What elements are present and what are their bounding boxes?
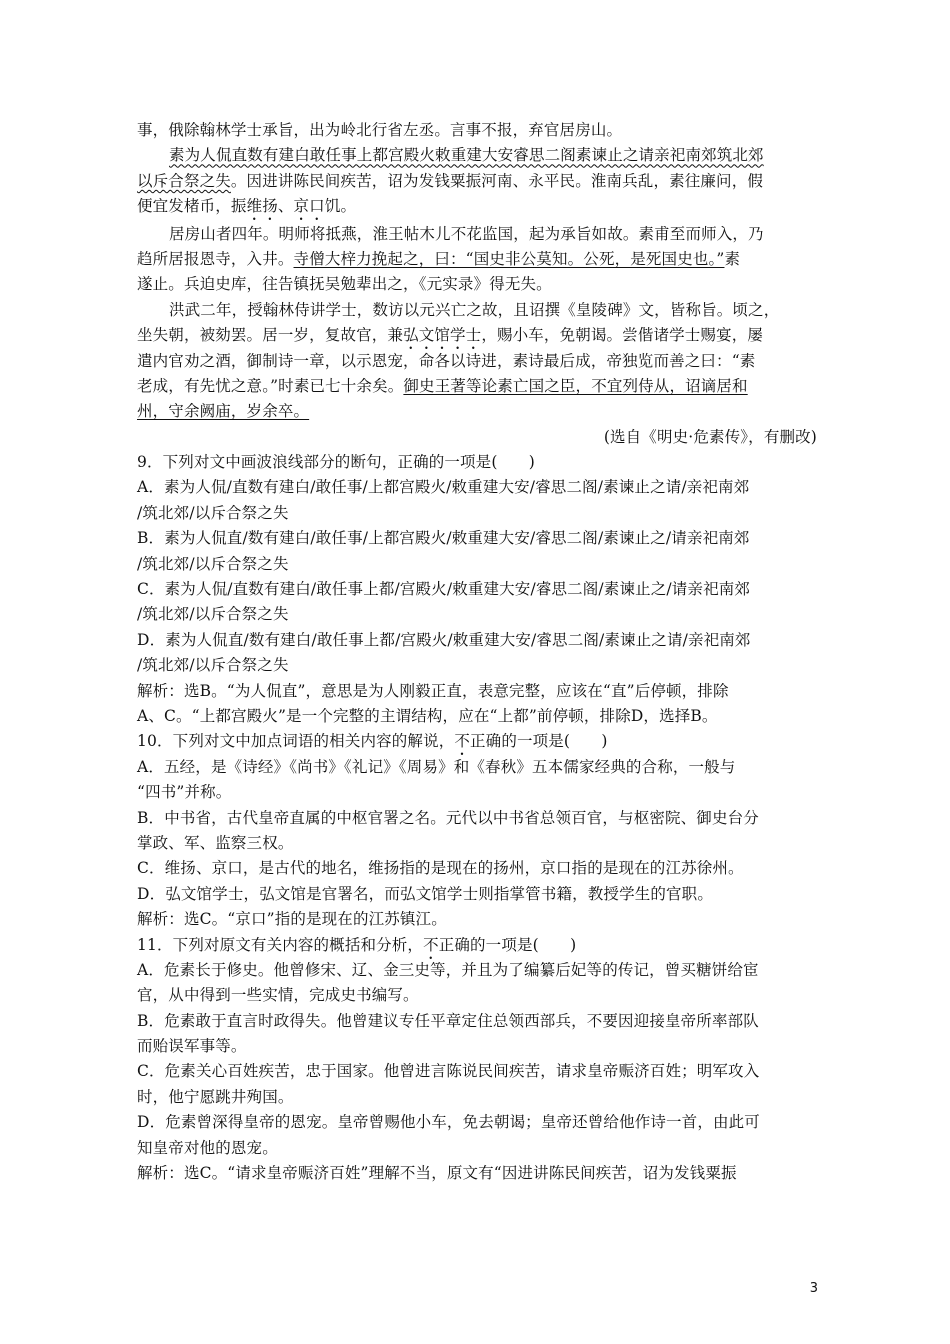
underlined-sentence: 御史王著等论素亡国之臣，不宜列侍从，诏谪居和 [403, 376, 748, 395]
passage-line [137, 399, 817, 424]
option-c-cont: /筑北郊/以斥合祭之失 [137, 605, 289, 624]
wavy-underlined-text: 以斥合祭之失 [137, 171, 231, 190]
option-a-cont: “四书”并称。 [137, 783, 232, 802]
underlined-sentence: 州，守余阙庙，岁余卒。 [137, 402, 310, 421]
question-stem: 9．下列对文中画波浪线部分的断句，正确的一项是( ) [137, 453, 536, 472]
option-b: B．危素敢于直言时政得失。他曾建议专任平章定住总领西部兵，不要因迎接皇帝所率部队 [137, 1011, 759, 1030]
dotted-term: 维扬 [246, 197, 278, 216]
answer-explanation: 解析：选B。“为人侃直”，意思是为人刚毅正直，表意完整，应该在“直”后停顿，排除 [137, 681, 729, 700]
passage-line: 以斥合祭之失。因进讲陈民间疾苦，诏为发钱粟振河南、永平民。淮南兵乱，素往廉问，假 [137, 171, 764, 190]
passage-line: 便宜发楮币，振维扬、京口饥。 [137, 197, 357, 216]
answer-explanation: 解析：选C。“京口”指的是现在的江苏镇江。 [137, 910, 447, 929]
option-a-cont: /筑北郊/以斥合祭之失 [137, 503, 289, 522]
answer-explanation-cont: A、C。“上都宫殿火”是一个完整的主谓结构，应在“上都”前停顿，排除D，选择B。 [137, 706, 718, 725]
option-b-cont: 掌政、军、监察三权。 [137, 833, 294, 852]
option-a: A．危素长于修史。他曾修宋、辽、金三史等，并且为了编纂后妃等的传记，曾买糖饼给宦 [137, 960, 759, 979]
dotted-term: 不 [423, 935, 439, 954]
passage-line: 坐失朝，被劾罢。居一岁，复故官，兼弘文馆学士，赐小车，免朝谒。尝偕诸学士赐宴，屡 [137, 326, 764, 345]
dotted-term: 弘文馆学士 [403, 326, 482, 345]
option-b: B．中书省，古代皇帝直属的中枢官署之名。元代以中书省总领百官，与枢密院、御史台分 [137, 808, 759, 827]
page-number: 3 [809, 1281, 818, 1296]
passage-line: 居房山者四年。明师将抵燕，淮王帖木儿不花监国，起为承旨如故。素甫至而师入，乃 [169, 224, 764, 243]
passage-line: 趋所居报恩寺，入井。寺僧大梓力挽起之，曰：“国史非公莫知。公死，是死国史也。”素 [137, 249, 741, 268]
option-c: C．维扬、京口，是古代的地名，维扬指的是现在的扬州，京口指的是现在的江苏徐州。 [137, 859, 744, 878]
option-a-cont: 官，从中得到一些实情，完成史书编写。 [137, 986, 419, 1005]
option-b-cont: /筑北郊/以斥合祭之失 [137, 554, 289, 573]
wavy-underlined-text: 素为人侃直数有建白敢任事上都宫殿火敕重建大安睿思二阁素谏止之请亲祀南郊筑北郊 [169, 146, 764, 165]
underlined-sentence: 寺僧大梓力挽起之，曰：“国史非公莫知。公死，是死国史也。” [293, 249, 725, 268]
option-d-cont: 知皇帝对他的恩宠。 [137, 1138, 278, 1157]
passage-line: 遣内官劝之酒，御制诗一章，以示恩宠，命各以诗进，素诗最后成，帝独览而善之曰：“素 [137, 351, 756, 370]
option-d: D．素为人侃直/数有建白/敢任事上都/宫殿火/敕重建大安/睿思二阁/素谏止之请/亲祀南郊 [137, 630, 751, 649]
option-d: D．弘文馆学士，弘文馆是官署名，而弘文馆学士则指掌管书籍，教授学生的官职。 [137, 884, 713, 903]
option-d-cont: /筑北郊/以斥合祭之失 [137, 656, 289, 675]
dotted-term: 京口 [293, 197, 325, 216]
source-citation: (选自《明史·危素传》，有删改) [603, 427, 817, 446]
question-stem: 10．下列对文中加点词语的相关内容的解说，不正确的一项是( ) [137, 732, 608, 751]
answer-explanation: 解析：选C。“请求皇帝赈济百姓”理解不当，原文有“因进讲陈民间疾苦，诏为发钱粟振 [137, 1164, 737, 1183]
passage-line: 老成，有先忧之意。”时素已七十余矣。御史王著等论素亡国之臣，不宜列侍从，诏谪居和 [137, 376, 748, 395]
passage-line: 事，俄除翰林学士承旨，出为岭北行省左丞。言事不报，弃官居房山。 [137, 121, 623, 139]
option-b-cont: 而贻误军事等。 [137, 1037, 247, 1056]
option-c: C．素为人侃/直数有建白/敢任事上都/宫殿火/敕重建大安/睿思二阁/素谏止之/请亲祀南郊 [137, 580, 751, 599]
option-b: B．素为人侃直/数有建白/敢任事/上都宫殿火/敕重建大安/睿思二阁/素谏止之/请亲祀南郊 [137, 529, 750, 548]
option-a: A．素为人侃/直数有建白/敢任事/上都宫殿火/敕重建大安/睿思二阁/素谏止之请/亲祀南郊 [137, 478, 750, 497]
passage-line [137, 143, 817, 168]
dotted-term: 不 [454, 732, 471, 751]
option-c: C．危素关心百姓疾苦，忠于国家。他曾进言陈说民间疾苦，请求皇帝赈济百姓；明军攻入 [137, 1062, 760, 1081]
question-stem: 11．下列对原文有关内容的概括和分析，不正确的一项是( ) [137, 935, 577, 954]
document-body [137, 118, 817, 1186]
option-d: D．危素曾深得皇帝的恩宠。皇帝曾赐他小车，免去朝谒；皇帝还曾给他作诗一首，由此可 [137, 1113, 760, 1132]
option-a: A．五经，是《诗经》《尚书》《礼记》《周易》和《春秋》五本儒家经典的合称，一般与 [137, 757, 736, 776]
option-c-cont: 时，他宁愿跳井殉国。 [137, 1087, 294, 1106]
passage-line: 洪武二年，授翰林侍讲学士，数访以元兴亡之故，且诏撰《皇陵碑》文，皆称旨。顷之， [169, 300, 780, 319]
passage-line: 遂止。兵迫史库，往告镇抚吴勉辈出之，《元实录》得无失。 [137, 275, 552, 294]
